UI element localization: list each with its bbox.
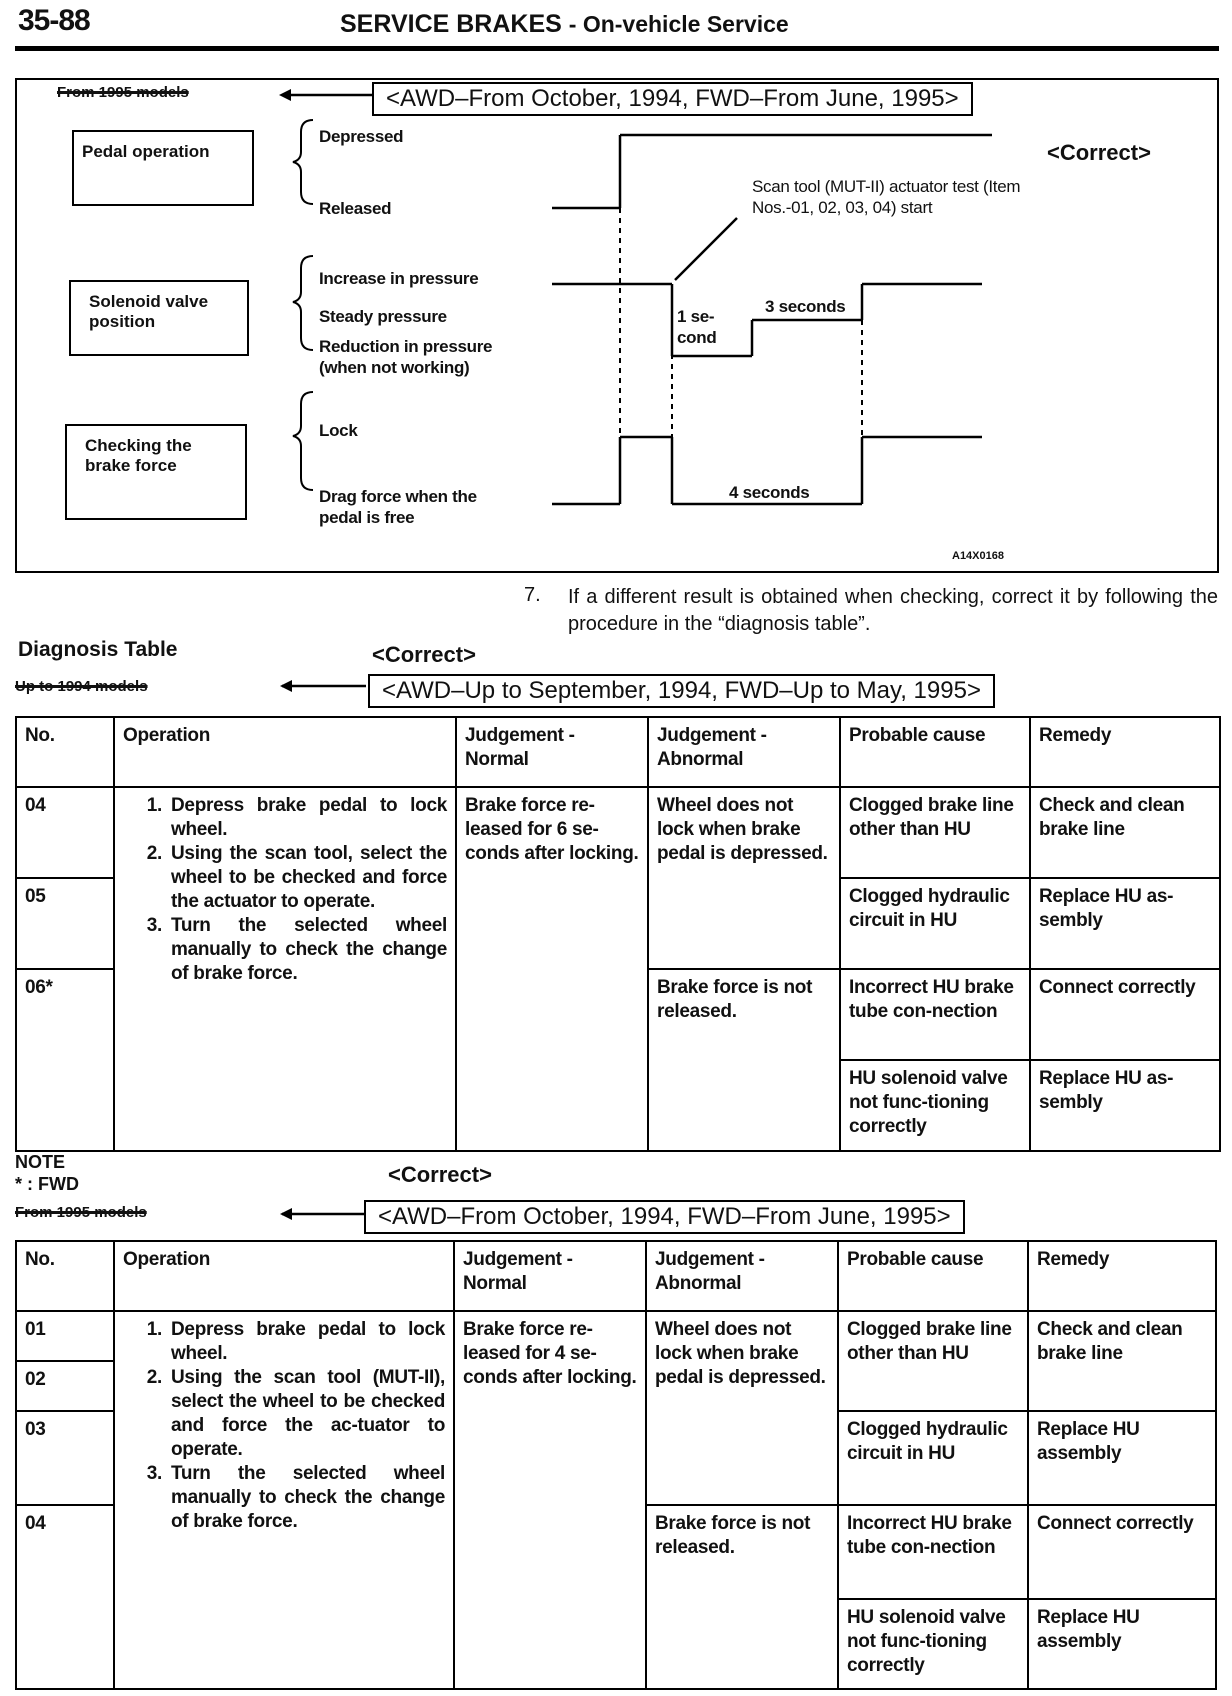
callout-text: Scan tool (MUT-II) actuator test (Item Nos.-01, 02, 03, 04) start xyxy=(752,177,1021,217)
t2-header-no: No. xyxy=(16,1241,114,1311)
t1-no-05: 05 xyxy=(16,878,114,969)
t2-abnormal-2: Brake force is not released. xyxy=(646,1505,838,1689)
solenoid-valve-box: Solenoid valve position xyxy=(69,280,249,356)
state-steady: Steady pressure xyxy=(319,307,447,326)
t1-op-step-3: 3. Turn the selected wheel manually to check the change of brake force. xyxy=(167,914,447,986)
t2-cause-2: Clogged hydraulic circuit in HU xyxy=(838,1411,1028,1505)
t2-op-step-3: 3. Turn the selected wheel manually to check the change of brake force. xyxy=(167,1462,445,1534)
t1-header-no: No. xyxy=(16,717,114,787)
brake-force-box: Checking the brake force xyxy=(65,424,247,520)
struck-model-label: From 1995 models xyxy=(57,84,189,101)
table2-struck-label: From 1995 models xyxy=(15,1204,147,1221)
t1-remedy-4: Replace HU as-sembly xyxy=(1030,1060,1220,1151)
t1-abnormal-1: Wheel does not lock when brake pedal is depressed. xyxy=(648,787,840,969)
t2-cause-3: Incorrect HU brake tube con-nection xyxy=(838,1505,1028,1599)
t2-operation xyxy=(114,1311,454,1689)
t2-remedy-1: Check and clean brake line xyxy=(1028,1311,1216,1411)
step-7-number: 7. xyxy=(524,584,541,606)
t2-header-normal: Judgement - Normal xyxy=(454,1241,646,1311)
t1-remedy-1: Check and clean brake line xyxy=(1030,787,1220,878)
t2-cause-4: HU solenoid valve not func-tioning correctly xyxy=(838,1599,1028,1689)
t2-header-remedy: Remedy xyxy=(1028,1241,1216,1311)
t1-normal: Brake force re-leased for 6 se-conds after locking. xyxy=(456,787,648,1151)
t1-header-abnormal: Judgement - Abnormal xyxy=(648,717,840,787)
diagnosis-table-2 xyxy=(15,1240,1217,1690)
note-text: * : FWD xyxy=(15,1174,79,1194)
t1-header-remedy: Remedy xyxy=(1030,717,1220,787)
diagnosis-table-title: Diagnosis Table xyxy=(18,638,178,661)
t1-header-normal: Judgement - Normal xyxy=(456,717,648,787)
t2-no-03: 03 xyxy=(16,1411,114,1505)
state-not-working: (when not working) xyxy=(319,358,470,377)
t2-op-step-1: 1. Depress brake pedal to lock wheel. xyxy=(167,1318,445,1366)
t2-remedy-4: Replace HU assembly xyxy=(1028,1599,1216,1689)
t2-cause-1: Clogged brake line other than HU xyxy=(838,1311,1028,1411)
t2-no-02: 02 xyxy=(16,1361,114,1411)
page-title-main: SERVICE BRAKES xyxy=(340,10,562,38)
left-arrow-icon xyxy=(278,1206,368,1222)
t2-abnormal-1: Wheel does not lock when brake pedal is depressed. xyxy=(646,1311,838,1505)
t1-op-step-2: 2. Using the scan tool, select the wheel to be checked and force the actuator to operate. xyxy=(167,842,447,914)
t1-op-step-1: 1. Depress brake pedal to lock wheel. xyxy=(167,794,447,842)
t2-header-abnormal: Judgement - Abnormal xyxy=(646,1241,838,1311)
left-arrow-icon xyxy=(278,678,368,694)
t2-no-04: 04 xyxy=(16,1505,114,1689)
corrected-model-label: <AWD–From October, 1994, FWD–From June, 1995> xyxy=(372,82,973,116)
pedal-operation-box: Pedal operation xyxy=(72,130,254,206)
t1-no-04: 04 xyxy=(16,787,114,878)
state-drag: Drag force when the pedal is free xyxy=(319,487,477,527)
one-second-label: 1 se- cond xyxy=(677,307,717,347)
timing-figure xyxy=(15,78,1219,573)
table2-corrected-label: <AWD–From October, 1994, FWD–From June, 1995> xyxy=(364,1200,965,1234)
header-rule xyxy=(15,46,1219,51)
t2-header-cause: Probable cause xyxy=(838,1241,1028,1311)
page-title xyxy=(340,10,789,39)
state-reduction: Reduction in pressure xyxy=(319,337,493,356)
t1-cause-3: Incorrect HU brake tube con-nection xyxy=(840,969,1030,1060)
t2-remedy-3: Connect correctly xyxy=(1028,1505,1216,1599)
three-seconds-label: 3 seconds xyxy=(765,297,846,316)
t1-abnormal-2: Brake force is not released. xyxy=(648,969,840,1151)
state-released: Released xyxy=(319,199,392,218)
t1-cause-4: HU solenoid valve not func-tioning correctly xyxy=(840,1060,1030,1151)
t2-normal: Brake force re-leased for 4 se-conds after locking. xyxy=(454,1311,646,1689)
t2-remedy-2: Replace HU assembly xyxy=(1028,1411,1216,1505)
figure-code: A14X0168 xyxy=(952,550,1004,562)
page-title-sub: - On-vehicle Service xyxy=(568,11,789,37)
step-7-text: If a different result is obtained when checking, correct it by following the procedure in the “diagnosis table”. xyxy=(568,586,1218,635)
t1-remedy-3: Connect correctly xyxy=(1030,969,1220,1060)
t1-remedy-2: Replace HU as-sembly xyxy=(1030,878,1220,969)
page-number: 35-88 xyxy=(18,4,90,37)
table2-correct-mark: <Correct> xyxy=(388,1162,492,1187)
t1-header-operation: Operation xyxy=(114,717,456,787)
t1-cause-2: Clogged hydraulic circuit in HU xyxy=(840,878,1030,969)
t2-op-step-2: 2. Using the scan tool (MUT-II), select the wheel to be checked and force the ac-tuator to operate. xyxy=(167,1366,445,1462)
t1-no-06: 06* xyxy=(16,969,114,1151)
t1-operation xyxy=(114,787,456,1151)
table1-correct-mark: <Correct> xyxy=(372,642,476,667)
state-increase: Increase in pressure xyxy=(319,269,479,288)
note-title: NOTE xyxy=(15,1152,66,1172)
table1-struck-label: Up to 1994 models xyxy=(15,678,148,695)
correct-mark: <Correct> xyxy=(1047,140,1151,165)
t1-header-cause: Probable cause xyxy=(840,717,1030,787)
table1-corrected-label: <AWD–Up to September, 1994, FWD–Up to May, 1995> xyxy=(368,674,995,708)
four-seconds-label: 4 seconds xyxy=(729,483,810,502)
t2-no-01: 01 xyxy=(16,1311,114,1361)
t2-header-operation: Operation xyxy=(114,1241,454,1311)
diagnosis-table-1 xyxy=(15,716,1221,1152)
state-lock: Lock xyxy=(319,421,358,440)
state-depressed: Depressed xyxy=(319,127,404,146)
t1-cause-1: Clogged brake line other than HU xyxy=(840,787,1030,878)
